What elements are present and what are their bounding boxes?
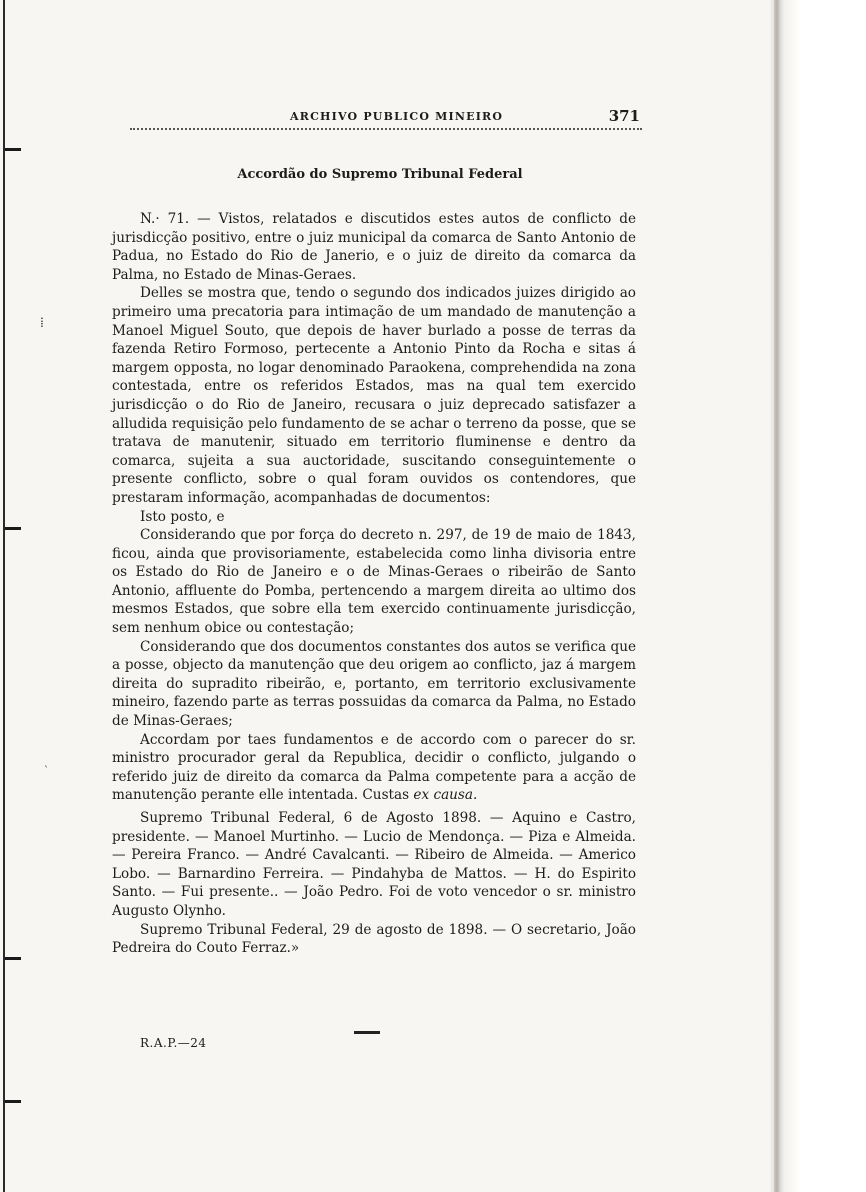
margin-tick [5,527,21,530]
paragraph: Considerando que por força do decreto n. 297, de 19 de maio de 1843, ficou, ainda que provisoriamente, estabelecida como linha divisoria entre os Estado do Rio de Janeiro e o de Minas-Geraes o ribeirão de Santo Antonio, affluente do Pomba, pertencendo a margem direita ao ultimo dos mesmos Estados, que sobre ella tem exercido continuamente jurisdicção, sem nenhum obice ou contestação; [112,527,636,637]
stray-mark: ˋ [44,766,49,777]
paragraph: Isto posto, e [140,508,225,525]
closing-paragraph: Supremo Tribunal Federal, 29 de agosto de 1898. — O secretario, João Pedreira do Couto Ferraz.» [112,921,636,957]
closing-rule [354,1031,380,1034]
running-title: ARCHIVO PUBLICO MINEIRO [290,110,504,123]
paragraph: Delles se mostra que, tendo o segundo dos indicados juizes dirigido ao primeiro uma precatoria para intimação de um mandado de manutenção a Manoel Miguel Souto, que depois de haver burlado a posse de terras da fazenda Retiro Formoso, pertecente a Antonio Pinto da Rocha e sitas á margem opposta, no logar denominado Paraokena, comprehendida na zona contestada, entre os referidos Estados, mas na qual tem exercido jurisdicção o do Rio de Janeiro, recusara o juiz deprecado satisfazer a alludida requisição pelo fundamento de se achar o terreno da posse, que se tratava de manutenir, situado em territorio fluminense e dentro da comarca, sujeita a sua auctoridade, suscitando conseguintemente o presente conflicto, sobre o qual foram ouvidos os contendores, que prestaram informação, acompanhadas de documentos: [112,285,636,506]
page-binding-edge [3,0,5,1192]
stray-mark: ⁞ [40,315,44,331]
document-body [112,210,636,958]
page-fold-edge [774,0,780,1192]
margin-tick [5,148,21,151]
page-number: 371 [608,107,640,125]
margin-tick [5,1100,21,1103]
paragraph-text: Accordam por taes fundamentos e de accordo com o parecer do sr. ministro procurador geral da Republica, decidir o conflicto, julgando o referido juiz de direito da comarca da Palma competente para a acção de manutenção perante elle intentada. Custas [112,731,636,804]
document-title: Accordão do Supremo Tribunal Federal [237,167,523,182]
signatories-paragraph: Supremo Tribunal Federal, 6 de Agosto 1898. — Aquino e Castro, presidente. — Manoel Murtinho. — Lucio de Mendonça. — Piza e Almeida. — Pereira Franco. — André Cavalcanti. — Ribeiro de Almeida. — Americo Lobo. — Barnardino Ferreira. — Pindahyba de Mattos. — H. do Espirito Santo. — Fui presente.. — João Pedro. Foi de voto vencedor o sr. ministro Augusto Olynho. [112,810,636,919]
header-rule [130,128,642,130]
running-header [130,107,642,127]
signature-mark: R.A.P.—24 [140,1036,207,1050]
page-shadow-edge [770,0,866,1192]
margin-tick [5,957,21,960]
paragraph: N.· 71. — Vistos, relatados e discutidos estes autos de conflicto de jurisdicção positivo, entre o juiz municipal da comarca de Santo Antonio de Padua, no Estado do Rio de Janerio, e o juiz de direito da comarca da Palma, no Estado de Minas-Geraes. [112,211,636,283]
paragraph: Considerando que dos documentos constantes dos autos se verifica que a posse, objecto da manutenção que deu origem ao conflicto, jaz á margem direita do supradito ribeirão, e, portanto, em territorio exclusivamente mineiro, fazendo parte as terras possuidas da comarca da Palma, no Estado de Minas-Geraes; [112,638,636,730]
costs-phrase: ex causa. [413,787,478,804]
paragraph-with-costs [112,731,636,805]
